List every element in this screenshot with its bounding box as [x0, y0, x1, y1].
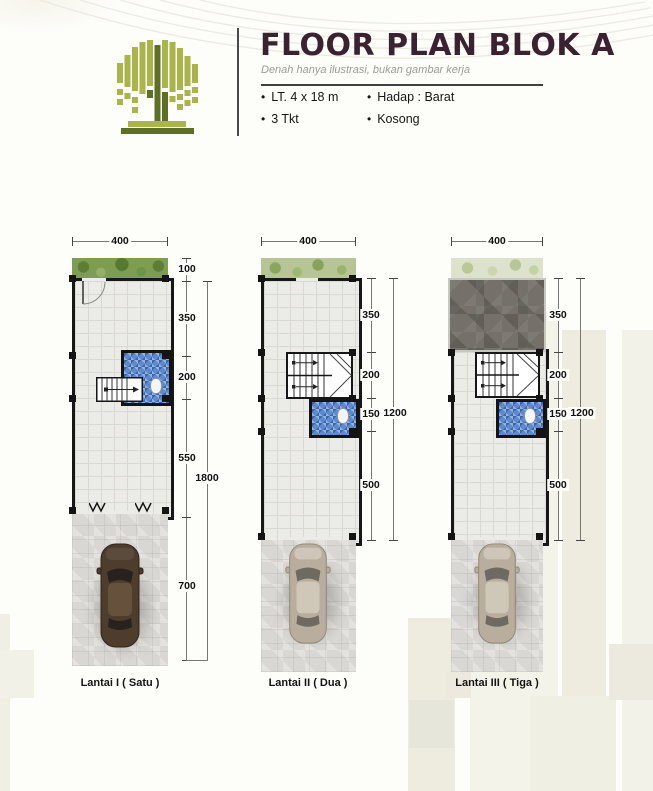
dim-tick: [554, 540, 563, 541]
dim-segment-label: 350: [178, 312, 196, 324]
staircase: [286, 352, 353, 399]
bullet-icon: •: [261, 112, 266, 126]
background-block: [0, 614, 10, 791]
wall-post: [448, 533, 455, 540]
dim-width-label: 400: [299, 235, 317, 247]
wall-post: [258, 428, 265, 435]
wall-post: [258, 275, 265, 282]
wall-post: [258, 533, 265, 540]
dim-width-label: 400: [488, 235, 506, 247]
garden-strip: [261, 258, 356, 278]
dim-line-total: [207, 281, 208, 660]
dim-tick: [367, 398, 376, 399]
wall-post: [448, 395, 455, 402]
dim-segment-label: 700: [178, 580, 196, 592]
wall-post: [448, 428, 455, 435]
bullet-icon: •: [367, 90, 372, 104]
dim-tick: [203, 281, 212, 282]
spec-tkt-text: 3 Tkt: [271, 112, 299, 126]
background-block: [409, 700, 454, 748]
dim-segment-label: 150: [362, 408, 380, 420]
wall-post: [69, 275, 76, 282]
dim-tick: [554, 398, 563, 399]
folding-door-icon: [89, 501, 106, 513]
dim-segment-label: 350: [549, 309, 567, 321]
dim-line: [186, 660, 208, 661]
dim-tick: [451, 237, 452, 246]
wall-post: [536, 533, 543, 540]
wall-post: [162, 507, 169, 514]
header-rule: [261, 84, 543, 86]
wall-post: [349, 533, 356, 540]
dim-segment-label: 150: [549, 408, 567, 420]
dim-tick: [367, 431, 376, 432]
dim-segment-label: 100: [178, 263, 196, 275]
spec-lt: [261, 90, 338, 104]
page-subtitle: Denah hanya ilustrasi, bukan gambar kerja: [261, 64, 471, 76]
wall-post: [258, 395, 265, 402]
staircase: [96, 377, 143, 402]
spec-kosong-text: Kosong: [377, 112, 420, 126]
dim-segment-label: 550: [178, 452, 196, 464]
wall-post: [162, 395, 169, 402]
wall-post: [162, 352, 169, 359]
spec-lt-text: LT. 4 x 18 m: [271, 90, 339, 104]
dim-tick: [554, 431, 563, 432]
dim-tick: [576, 540, 585, 541]
toilet: [524, 408, 536, 424]
dim-segment-label: 200: [549, 369, 567, 381]
background-block: [530, 696, 616, 791]
floor-label-lantai-2: Lantai II ( Dua ): [268, 677, 348, 689]
dim-tick: [389, 278, 398, 279]
wall-post: [536, 349, 543, 356]
dim-segment-label: 500: [362, 479, 380, 491]
dim-total-label: 1800: [195, 472, 219, 484]
wall-post: [349, 275, 356, 282]
door-swing-icon: [82, 281, 107, 306]
page-title: FLOOR PLAN BLOK A: [260, 28, 615, 63]
wall-post: [69, 507, 76, 514]
dim-tick: [261, 237, 262, 246]
dim-tick: [182, 281, 191, 282]
background-block: [622, 330, 653, 791]
header-divider: [237, 28, 239, 136]
dim-tick: [554, 352, 563, 353]
toilet: [150, 378, 162, 394]
dim-segment-label: 200: [362, 369, 380, 381]
dim-tick: [167, 237, 168, 246]
garden-strip: [451, 258, 543, 278]
dim-segment-label: 500: [549, 479, 567, 491]
dim-tick: [355, 237, 356, 246]
car-top-view: [96, 542, 144, 650]
folding-door-icon: [135, 501, 152, 513]
dim-tick: [182, 258, 191, 259]
floor-label-lantai-3: Lantai III ( Tiga ): [455, 677, 539, 689]
dim-tick: [72, 237, 73, 246]
wall-post: [349, 428, 356, 435]
bullet-icon: •: [367, 112, 372, 126]
wall-opening: [296, 278, 318, 281]
dim-tick: [367, 278, 376, 279]
spec-kosong: [367, 112, 420, 126]
wall-post: [69, 395, 76, 402]
dim-tick: [182, 356, 191, 357]
spec-tkt: [261, 112, 299, 126]
dim-tick: [576, 278, 585, 279]
background-block: [0, 650, 34, 698]
dim-tick: [182, 399, 191, 400]
spec-hadap: [367, 90, 454, 104]
wall-post: [162, 275, 169, 282]
tree-mosaic-logo-icon: [116, 33, 202, 135]
wall-post: [349, 395, 356, 402]
wall-post: [536, 395, 543, 402]
dim-tick: [554, 278, 563, 279]
dim-segment-label: 350: [362, 309, 380, 321]
spec-hadap-text: Hadap : Barat: [377, 90, 455, 104]
dim-tick: [389, 540, 398, 541]
wall-post: [536, 428, 543, 435]
dim-tick: [367, 540, 376, 541]
dim-total-label: 1200: [383, 407, 407, 419]
car-top-view: [473, 542, 521, 646]
dim-tick: [542, 237, 543, 246]
dim-tick: [367, 352, 376, 353]
toilet: [337, 408, 349, 424]
dim-total-label: 1200: [570, 407, 594, 419]
wall-post: [258, 349, 265, 356]
dim-width-label: 400: [111, 235, 129, 247]
wall-post: [448, 349, 455, 356]
floor-label-lantai-1: Lantai I ( Satu ): [80, 677, 160, 689]
bullet-icon: •: [261, 90, 266, 104]
background-block: [609, 644, 653, 700]
wall-post: [69, 352, 76, 359]
roof-deck: [448, 278, 546, 352]
car-top-view: [284, 542, 332, 646]
garden-strip: [72, 258, 168, 278]
staircase: [475, 352, 540, 398]
dim-segment-label: 200: [178, 371, 196, 383]
wall-post: [349, 349, 356, 356]
dim-tick: [182, 517, 191, 518]
